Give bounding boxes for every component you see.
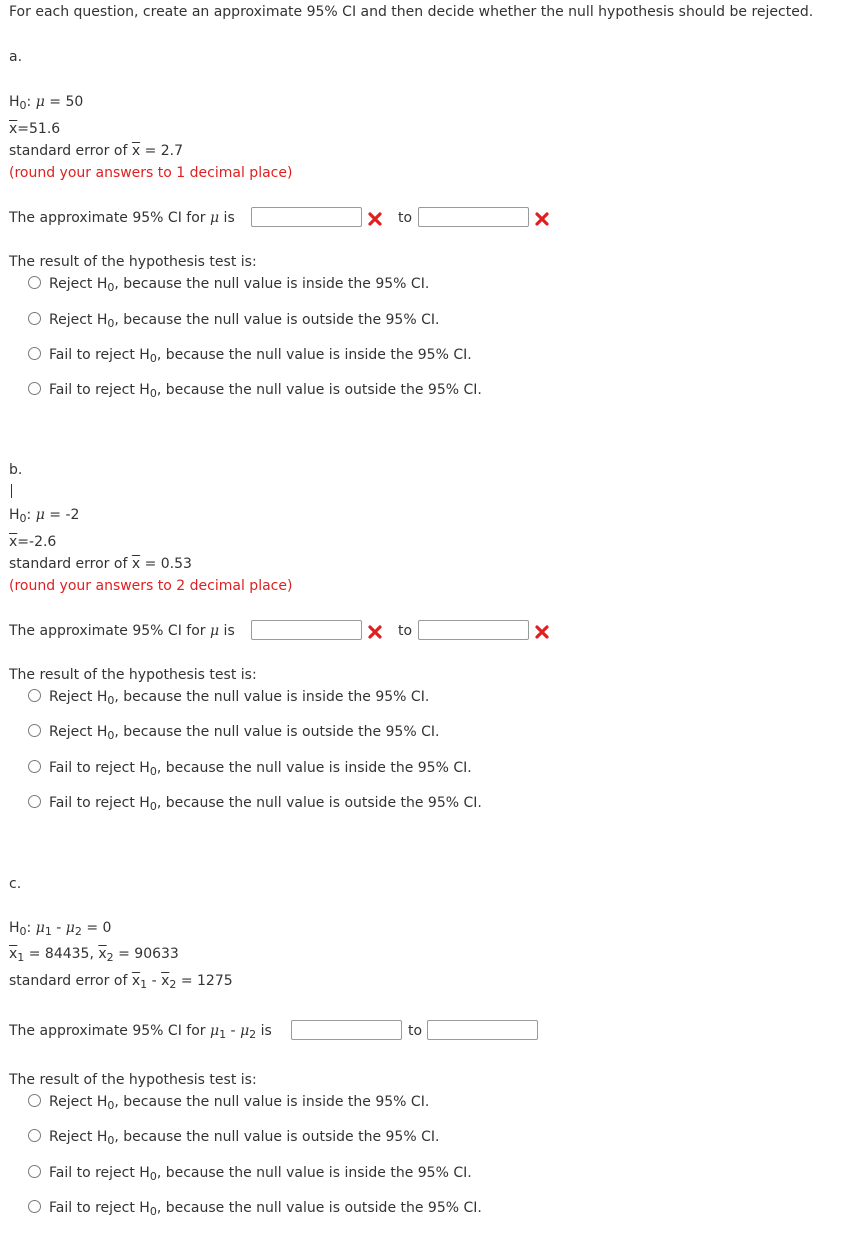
part-a-result-label: The result of the hypothesis test is: xyxy=(9,254,257,270)
part-b-option-2-label[interactable]: Reject $H_0$, because the null value is outside the 95% CI. xyxy=(49,724,440,742)
part-b-standard-error: standard error of $\overline{x} = 0.53$ xyxy=(9,556,192,572)
part-b-ci-lower-input[interactable] xyxy=(251,620,362,640)
part-b-ci-to-label: to xyxy=(398,623,413,639)
part-c-ci-lower-input[interactable] xyxy=(291,1020,402,1040)
part-c-null-hypothesis: $H_0$: $\mu_1 - \mu_2 = 0$ xyxy=(9,920,112,938)
part-a-upper-incorrect-icon xyxy=(534,211,550,227)
part-c-sample-means: $\overline{x}_1 = 84435$, $\overline{x}_2 = 90633$ xyxy=(9,946,179,964)
part-c-option-2-label[interactable]: Reject $H_0$, because the null value is outside the 95% CI. xyxy=(49,1129,440,1147)
part-a-sample-mean: $\overline{x}=51.6$ xyxy=(9,121,61,137)
part-a-ci-upper-input[interactable] xyxy=(418,207,529,227)
part-a-ci-lower-input[interactable] xyxy=(251,207,362,227)
part-c-ci-upper-input[interactable] xyxy=(427,1020,538,1040)
part-c-option-2-radio[interactable] xyxy=(28,1129,41,1142)
part-b-lower-incorrect-icon xyxy=(367,624,383,640)
part-c-result-label: The result of the hypothesis test is: xyxy=(9,1072,257,1088)
part-b-upper-incorrect-icon xyxy=(534,624,550,640)
part-c-option-4-radio[interactable] xyxy=(28,1200,41,1213)
part-c-option-4-label[interactable]: Fail to reject $H_0$, because the null value is outside the 95% CI. xyxy=(49,1200,482,1218)
part-a-option-3-radio[interactable] xyxy=(28,347,41,360)
part-a-standard-error: standard error of $\overline{x} = 2.7$ xyxy=(9,143,184,159)
part-b-null-hypothesis: $H_0$: μ = -2 xyxy=(9,507,80,525)
part-a-label: a. xyxy=(9,49,23,65)
text-cursor xyxy=(11,484,12,498)
part-b-option-1-radio[interactable] xyxy=(28,689,41,702)
part-c-option-3-label[interactable]: Fail to reject $H_0$, because the null value is inside the 95% CI. xyxy=(49,1165,472,1183)
instructions: For each question, create an approximate 95% CI and then decide whether the null hypothesis should be rejected. xyxy=(9,4,814,20)
part-a-ci-to-label: to xyxy=(398,210,413,226)
part-b-ci-upper-input[interactable] xyxy=(418,620,529,640)
part-a-ci-prompt: The approximate 95% CI for μ is xyxy=(9,210,235,226)
part-b-sample-mean: $\overline{x}=-2.6$ xyxy=(9,534,57,550)
part-a-option-2-label[interactable]: Reject $H_0$, because the null value is outside the 95% CI. xyxy=(49,312,440,330)
part-b-label: b. xyxy=(9,462,23,478)
part-a-rounding-note: (round your answers to 1 decimal place) xyxy=(9,165,293,181)
part-b-option-3-label[interactable]: Fail to reject $H_0$, because the null value is inside the 95% CI. xyxy=(49,760,472,778)
part-b-ci-prompt: The approximate 95% CI for μ is xyxy=(9,623,235,639)
part-a-null-hypothesis: $H_0$: μ = 50 xyxy=(9,94,84,112)
part-a-option-4-label[interactable]: Fail to reject $H_0$, because the null value is outside the 95% CI. xyxy=(49,382,482,400)
part-a-option-3-label[interactable]: Fail to reject $H_0$, because the null value is inside the 95% CI. xyxy=(49,347,472,365)
part-b-option-4-label[interactable]: Fail to reject $H_0$, because the null value is outside the 95% CI. xyxy=(49,795,482,813)
part-c-label: c. xyxy=(9,876,22,892)
part-b-result-label: The result of the hypothesis test is: xyxy=(9,667,257,683)
part-a-option-4-radio[interactable] xyxy=(28,382,41,395)
part-b-option-3-radio[interactable] xyxy=(28,760,41,773)
part-c-option-1-radio[interactable] xyxy=(28,1094,41,1107)
part-c-standard-error: standard error of $\overline{x}_1 - \overline{x}_2 = 1275$ xyxy=(9,973,233,991)
part-a-option-2-radio[interactable] xyxy=(28,312,41,325)
part-a-option-1-label[interactable]: Reject $H_0$, because the null value is inside the 95% CI. xyxy=(49,276,430,294)
part-b-option-2-radio[interactable] xyxy=(28,724,41,737)
part-c-ci-prompt: The approximate 95% CI for $\mu_1 - \mu_2$ is xyxy=(9,1023,272,1041)
part-b-option-4-radio[interactable] xyxy=(28,795,41,808)
part-c-ci-to-label: to xyxy=(408,1023,423,1039)
part-c-option-1-label[interactable]: Reject $H_0$, because the null value is inside the 95% CI. xyxy=(49,1094,430,1112)
part-c-option-3-radio[interactable] xyxy=(28,1165,41,1178)
part-b-rounding-note: (round your answers to 2 decimal place) xyxy=(9,578,293,594)
part-a-option-1-radio[interactable] xyxy=(28,276,41,289)
part-b-option-1-label[interactable]: Reject $H_0$, because the null value is inside the 95% CI. xyxy=(49,689,430,707)
part-a-lower-incorrect-icon xyxy=(367,211,383,227)
